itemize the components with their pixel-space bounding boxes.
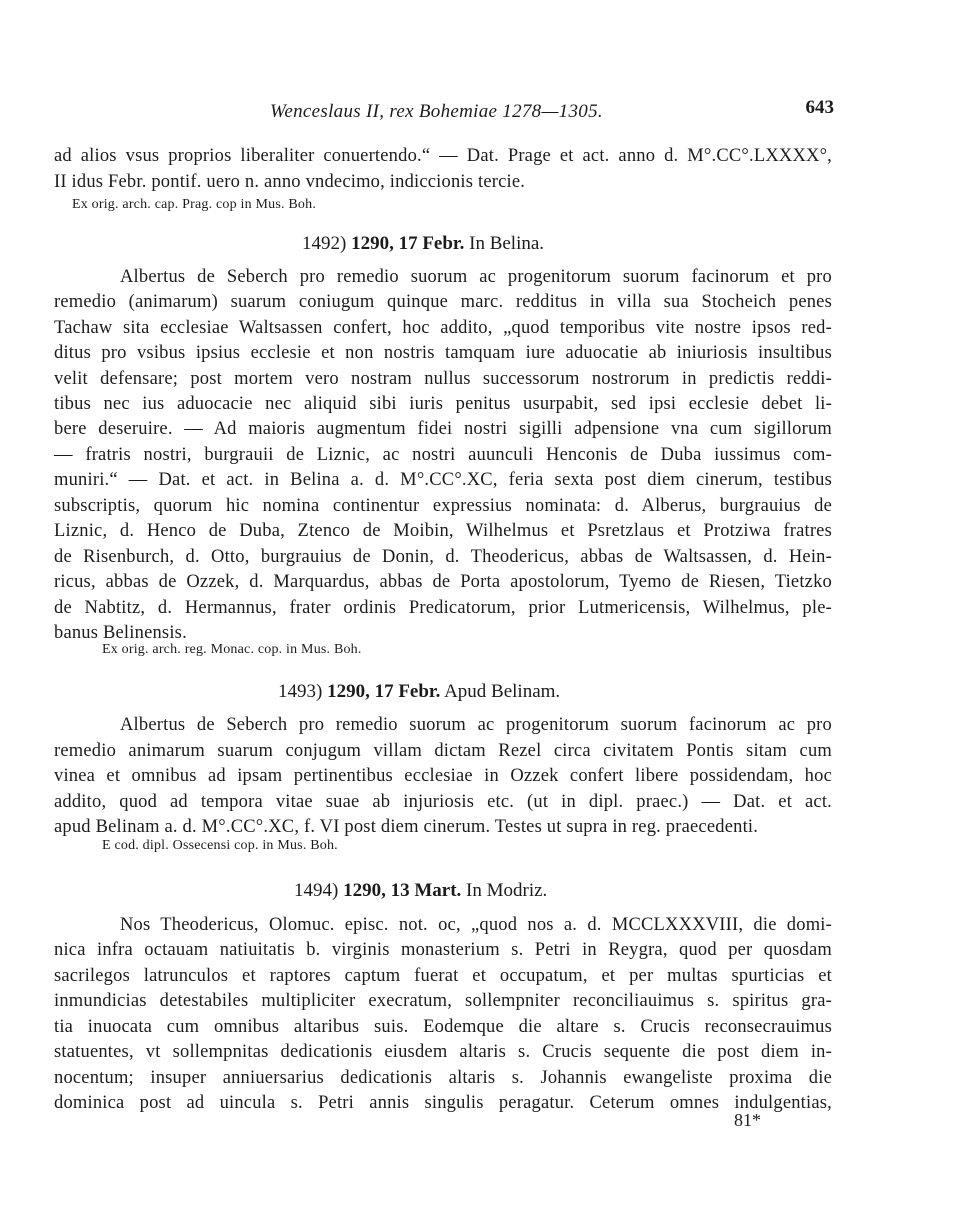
text-line: tibus nec ius aduocacie nec aliquid sibi iuris penitus usurpabit, sed ipsi ecclesie debet li- xyxy=(54,394,832,414)
entry-date: 1290, 17 Febr. xyxy=(327,681,441,702)
entry-heading-1493 xyxy=(278,679,560,705)
text-line: addito, quod ad tempora vitae suae ab injuriosis etc. (ut in dipl. praec.) — Dat. et act. xyxy=(54,792,832,812)
page-number: 643 xyxy=(805,97,834,118)
entry-place: In Belina. xyxy=(469,233,545,254)
text-line: Albertus de Seberch pro remedio suorum ac progenitorum suorum facinorum ac pro xyxy=(120,715,832,735)
text-line: nica infra octauam natiuitatis b. virginis monasterium s. Petri in Reygra, quod per quosdam xyxy=(54,940,832,960)
source-note: Ex orig. arch. reg. Monac. cop. in Mus. Boh. xyxy=(102,642,362,657)
text-line: Albertus de Seberch pro remedio suorum ac progenitorum suorum facinorum et pro xyxy=(120,267,832,287)
text-line: remedio (animarum) suarum coniugum quinque marc. redditus in villa sua Stocheich penes xyxy=(54,292,832,312)
entry-heading-1494 xyxy=(294,878,547,904)
text-line: tia inuocata cum omnibus altaribus suis. Eodemque die altare s. Crucis reconsecrauimus xyxy=(54,1017,832,1037)
text-line: velit defensare; post mortem vero nostram nullus successorum nostrorum in predictis reddi- xyxy=(54,369,832,389)
text-line: ricus, abbas de Ozzek, d. Marquardus, abbas de Porta apostolorum, Tyemo de Riesen, Tietzko xyxy=(54,572,832,592)
source-note: Ex orig. arch. cap. Prag. cop in Mus. Boh. xyxy=(72,197,317,212)
text-line: statuentes, vt sollempnitas dedicationis eiusdem altaris s. Crucis sequente die post diem in- xyxy=(54,1042,832,1062)
signature-mark: 81* xyxy=(734,1110,761,1130)
entry-date: 1290, 17 Febr. xyxy=(351,233,465,254)
entry-place: Apud Belinam. xyxy=(444,681,561,702)
entry-number: 1493) xyxy=(278,681,323,702)
entry-number: 1494) xyxy=(294,880,339,901)
running-header xyxy=(54,97,834,127)
text-line: subscriptis, quorum hic nomina continentur expressius nominata: d. Alberus, burgrauius de xyxy=(54,496,832,516)
entry-date: 1290, 13 Mart. xyxy=(343,880,462,901)
entry-heading-1492 xyxy=(302,231,544,257)
text-line: banus Belinensis. xyxy=(54,623,187,643)
entry-place: In Modriz. xyxy=(466,880,548,901)
source-note: E cod. dipl. Ossecensi cop. in Mus. Boh. xyxy=(102,838,338,853)
text-line: II idus Febr. pontif. uero n. anno vndecimo, indiccionis tercie. xyxy=(54,172,526,192)
text-line: Nos Theodericus, Olomuc. episc. not. oc, „quod nos a. d. MCCLXXXVIII, die domi- xyxy=(120,915,832,935)
text-line: ditus pro vsibus ipsius ecclesie et non nostris tamquam iure aduocatie ab iniuriosis insultibus xyxy=(54,343,832,363)
text-line: dominica post ad uincula s. Petri annis singulis peragatur. Ceterum omnes indulgentias, xyxy=(54,1093,832,1113)
text-line: ad alios vsus proprios liberaliter conuertendo.“ — Dat. Prage et act. anno d. M°.CC°.LXXXX°, xyxy=(54,146,832,166)
text-line: inmundicias detestabiles multipliciter execratum, sollempniter reconciliauimus s. spiritus gra- xyxy=(54,991,832,1011)
text-line: de Risenburch, d. Otto, burgrauius de Donin, d. Theodericus, abbas de Waltsassen, d. Hein- xyxy=(54,547,832,567)
text-line: Tachaw sita ecclesiae Waltsassen confert, hoc addito, „quod temporibus vite nostre ipsos red- xyxy=(54,318,832,338)
text-line: sacrilegos latrunculos et raptores captum fuerat et occupatum, et per multas spurticias et xyxy=(54,966,832,986)
text-line: de Nabtitz, d. Hermannus, frater ordinis Predicatorum, prior Lutmericensis, Wilhelmus, ple- xyxy=(54,598,832,618)
text-line: bere deseruire. — Ad maioris augmentum fidei nostri sigilli adpensione vna cum sigillorum xyxy=(54,419,832,439)
running-title: Wenceslaus II, rex Bohemiae 1278—1305. xyxy=(270,101,603,122)
text-line: muniri.“ — Dat. et act. in Belina a. d. M°.CC°.XC, feria sexta post diem cinerum, testibus xyxy=(54,470,832,490)
text-line: apud Belinam a. d. M°.CC°.XC, f. VI post diem cinerum. Testes ut supra in reg. praecedenti. xyxy=(54,817,759,837)
text-line: — fratris nostri, burgrauii de Liznic, ac nostri auunculi Henconis de Duba iussimus com- xyxy=(54,445,832,465)
text-line: remedio animarum suarum conjugum villam dictam Rezel circa civitatem Pontis sitam cum xyxy=(54,741,832,761)
entry-number: 1492) xyxy=(302,233,347,254)
text-line: nocentum; insuper anniuersarius dedicationis altaris s. Johannis ewangeliste proxima die xyxy=(54,1068,832,1088)
text-line: Liznic, d. Henco de Duba, Ztenco de Moibin, Wilhelmus et Psretzlaus et Protziwa fratres xyxy=(54,521,832,541)
text-line: vinea et omnibus ad ipsam pertinentibus ecclesiae in Ozzek confert libere possidendam, hoc xyxy=(54,766,832,786)
